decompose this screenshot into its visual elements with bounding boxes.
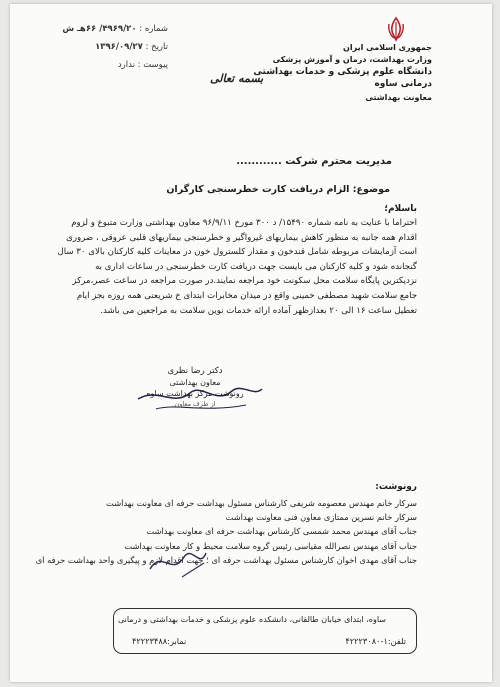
letter-number-value: ۴۹۶۹/۲۰/ ۶۶هـ ش xyxy=(62,24,137,34)
body-line: است آزمایشات مربوطه شامل قندخون و مقدار کلسترول خون در معاینات کلیه کارکنان بالای ۳۰ سال xyxy=(57,247,417,258)
cc-title: رونوشت: xyxy=(375,482,417,492)
org-university: دانشگاه علوم پزشکی و خدمات بهداشتی درمانی ساوه xyxy=(253,67,432,89)
signer-title: معاون بهداشتی xyxy=(169,378,221,387)
body-line: تعطیل ساعت ۱۶ الی ۲۰ بعدازظهر آماده ارائه خدمات نوین سلامت به مراجعین می باشد. xyxy=(100,305,417,316)
letter-date xyxy=(48,42,168,52)
cc-item: جناب آقای مهندس نصرالله مقیاسی رئیس گروه سلامت محیط و کار معاونت بهداشت xyxy=(124,540,417,551)
letter-subject: موضوع: الزام دریافت کارت خطرسنجی کارگران xyxy=(166,184,390,195)
signer-block xyxy=(140,366,250,410)
cc-item: جناب آقای مهندس محمد شمسی کارشناس بهداشت حرفه ای معاونت بهداشت xyxy=(146,526,417,537)
cc-item: جناب آقای مهدی اخوان کارشناس مسئول بهداشت حرفه ای ؛ جهت اقدام لازم و پیگیری واحد بهداشت حرفه ای xyxy=(35,554,417,565)
footer-phone: تلفن:۱-۴۲۲۲۳۰۸۰ xyxy=(345,636,406,646)
letter-greeting: باسلام؛ xyxy=(384,204,417,214)
signer-stamp-extra: از طرف معاون xyxy=(174,400,216,408)
org-ministry: وزارت بهداشت، درمان و آموزش پزشکی xyxy=(272,55,432,64)
letter-date-label: تاریخ : xyxy=(145,42,168,52)
body-line: اقدام همه جانبه به منظور کاهش بیماریهای غیرواگیر و خطرسنجی بیماریهای قلبی عروقی ، ضروری xyxy=(66,232,417,243)
org-deputy: معاونت بهداشتی xyxy=(365,93,432,102)
organization-header xyxy=(242,42,432,104)
name-of-god-heading: بسمه تعالی xyxy=(210,72,264,85)
recipient-salutation: مدیریت محترم شرکت ............ xyxy=(236,156,392,167)
cc-item: سرکار خانم نسرین ممتازی معاون فنی معاونت بهداشت xyxy=(225,512,417,523)
signer-name: دکتر رضا نظری xyxy=(167,366,223,376)
iran-emblem-icon xyxy=(385,16,407,42)
signer-stamp-line: رونوشت مرکز بهداشت ساوه xyxy=(146,389,244,398)
body-line: احتراما با عنایت به نامه شماره ۱۵۴۹۰/ د ۳۰۰ مورخ ۹۶/۹/۱۱ معاون بهداشتی وزارت متبوع و لزوم xyxy=(71,218,417,228)
org-republic: جمهوری اسلامی ایران xyxy=(343,43,432,52)
initial-scribble xyxy=(142,539,212,584)
letter-number xyxy=(48,24,168,34)
letter-attachment: پیوست : ندارد xyxy=(117,60,168,70)
letter-number-label: شماره : xyxy=(139,24,168,34)
cc-item: سرکار خانم مهندس معصومه شریفی کارشناس مسئول بهداشت حرفه ای معاونت بهداشت xyxy=(106,498,417,508)
footer-fax: نمابر:۴۲۲۲۳۴۸۸ xyxy=(132,636,187,646)
body-line: جامع سلامت شهید مصطفی خمینی واقع در میدان مخابرات ابتدای خ شریعتی همه روزه بجز ایام xyxy=(76,290,417,301)
letter-page xyxy=(10,4,492,682)
body-line: گنجانده شود و کلیه کارکنان می بایست جهت دریافت کارت خطرسنجی در ساعات اداری به xyxy=(95,261,417,272)
letter-date-value: ۱۳۹۶/۰۹/۲۷ xyxy=(95,42,143,52)
letter-body xyxy=(57,216,417,318)
cc-list xyxy=(35,496,417,567)
body-line: نزدیکترین پایگاه سلامت محل سکونت خود مراجعه نمایند.در صورت مراجعه در ساعت عصر،مرکز xyxy=(72,276,417,287)
footer-address: ساوه، ابتدای خیابان طالقانی، دانشکده علوم پزشکی و خدمات بهداشتی و درمانی xyxy=(117,615,386,624)
